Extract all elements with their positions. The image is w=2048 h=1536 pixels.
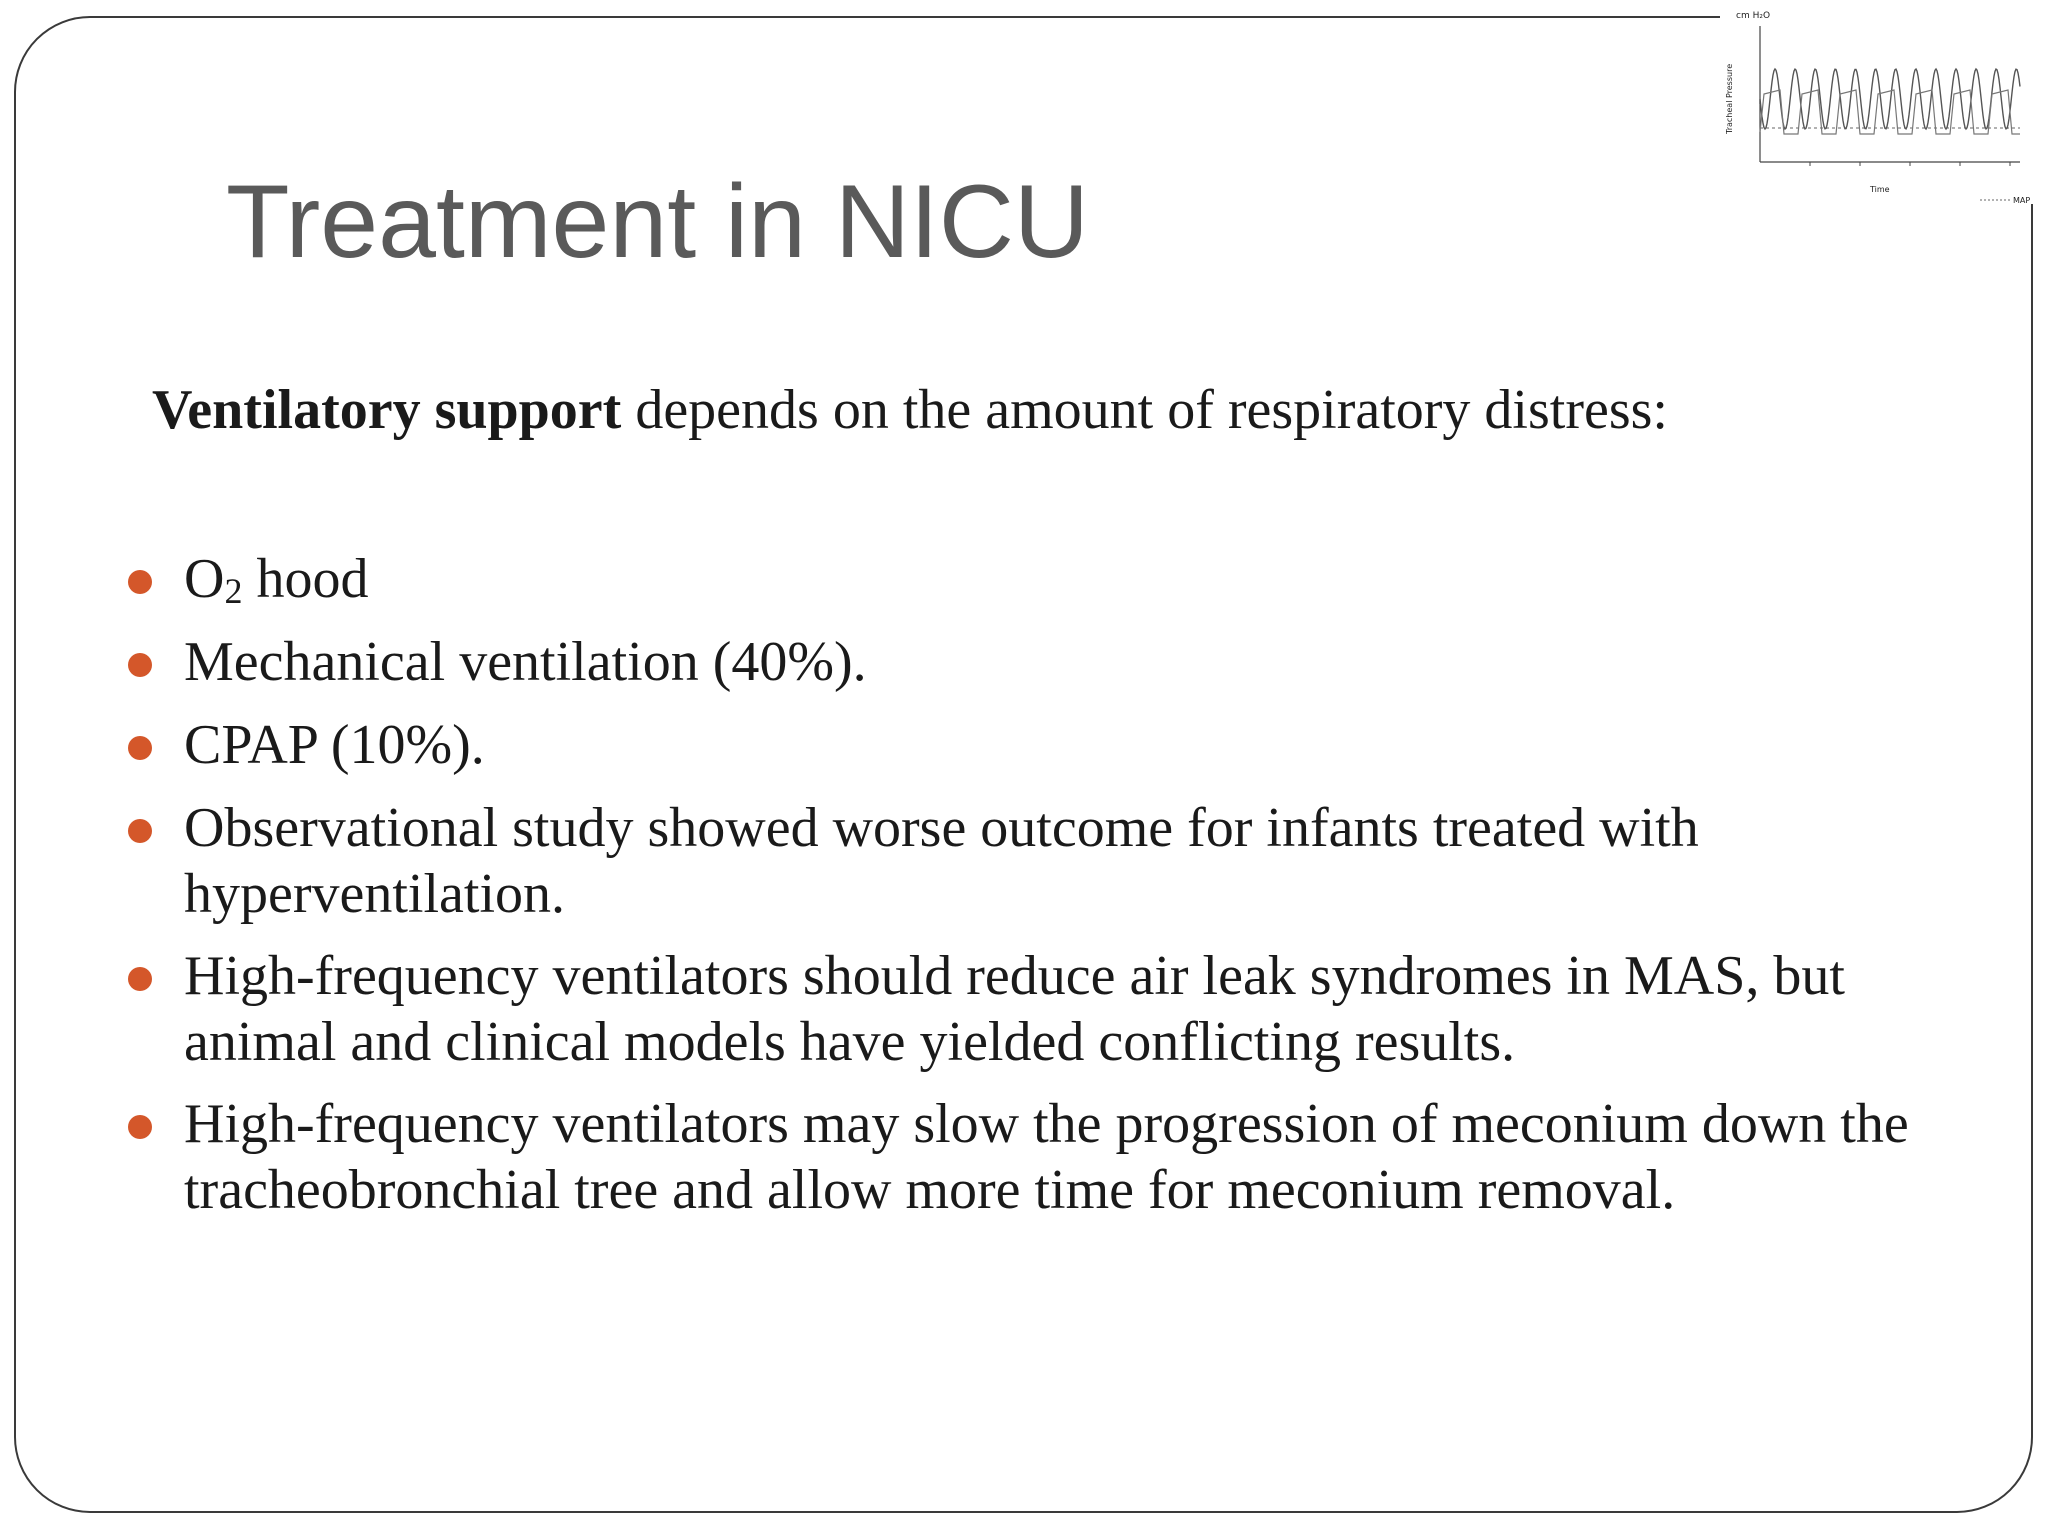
bullet-o2-subscript: 2 [224, 571, 243, 611]
ventilator-waveform-thumbnail [1720, 4, 2046, 204]
thumb-y-unit: cm H₂O [1736, 11, 1771, 21]
bullet-item-cpap [184, 712, 1924, 778]
waveform-graphic [1720, 4, 2046, 204]
bullet-dot-icon [128, 570, 152, 594]
bullet-o2-suffix: hood [242, 548, 369, 610]
bullet-text: High-frequency ventilators should reduce air leak syndromes in MAS, but animal and clinical models have yielded conflicting results. [184, 945, 1845, 1073]
intro-rest: depends on the amount of respiratory distress: [621, 379, 1668, 441]
thumb-x-label: Time [1870, 185, 1890, 194]
bullet-item-mechanical-ventilation [184, 629, 1924, 695]
bullet-item-observational-study [184, 795, 1924, 927]
bullet-item-o2-hood [184, 546, 1924, 612]
bullet-o2-prefix: O [184, 548, 225, 610]
bullet-text: Mechanical ventilation (40%). [184, 631, 867, 693]
bullet-text: CPAP (10%). [184, 714, 485, 776]
bullet-item-hf-air-leak [184, 943, 1924, 1075]
bullet-text: Observational study showed worse outcome for infants treated with hyperventilation. [184, 797, 1699, 925]
bullet-dot-icon [128, 819, 152, 843]
bullet-text: High-frequency ventilators may slow the progression of meconium down the tracheobronchial tree and allow more time for meconium removal. [184, 1093, 1909, 1221]
bullet-dot-icon [128, 967, 152, 991]
bullet-dot-icon [128, 1115, 152, 1139]
thumb-x-ticks [1810, 162, 2010, 166]
slide-title: Treatment in NICU [226, 164, 1090, 280]
thumb-y-label: Tracheal Pressure [1725, 63, 1734, 134]
intro-text [152, 379, 1668, 441]
bullet-item-hf-meconium [184, 1091, 1924, 1223]
thumb-legend-map: MAP [2013, 196, 2031, 204]
intro-bold: Ventilatory support [152, 379, 622, 441]
bullet-dot-icon [128, 653, 152, 677]
bullet-dot-icon [128, 736, 152, 760]
